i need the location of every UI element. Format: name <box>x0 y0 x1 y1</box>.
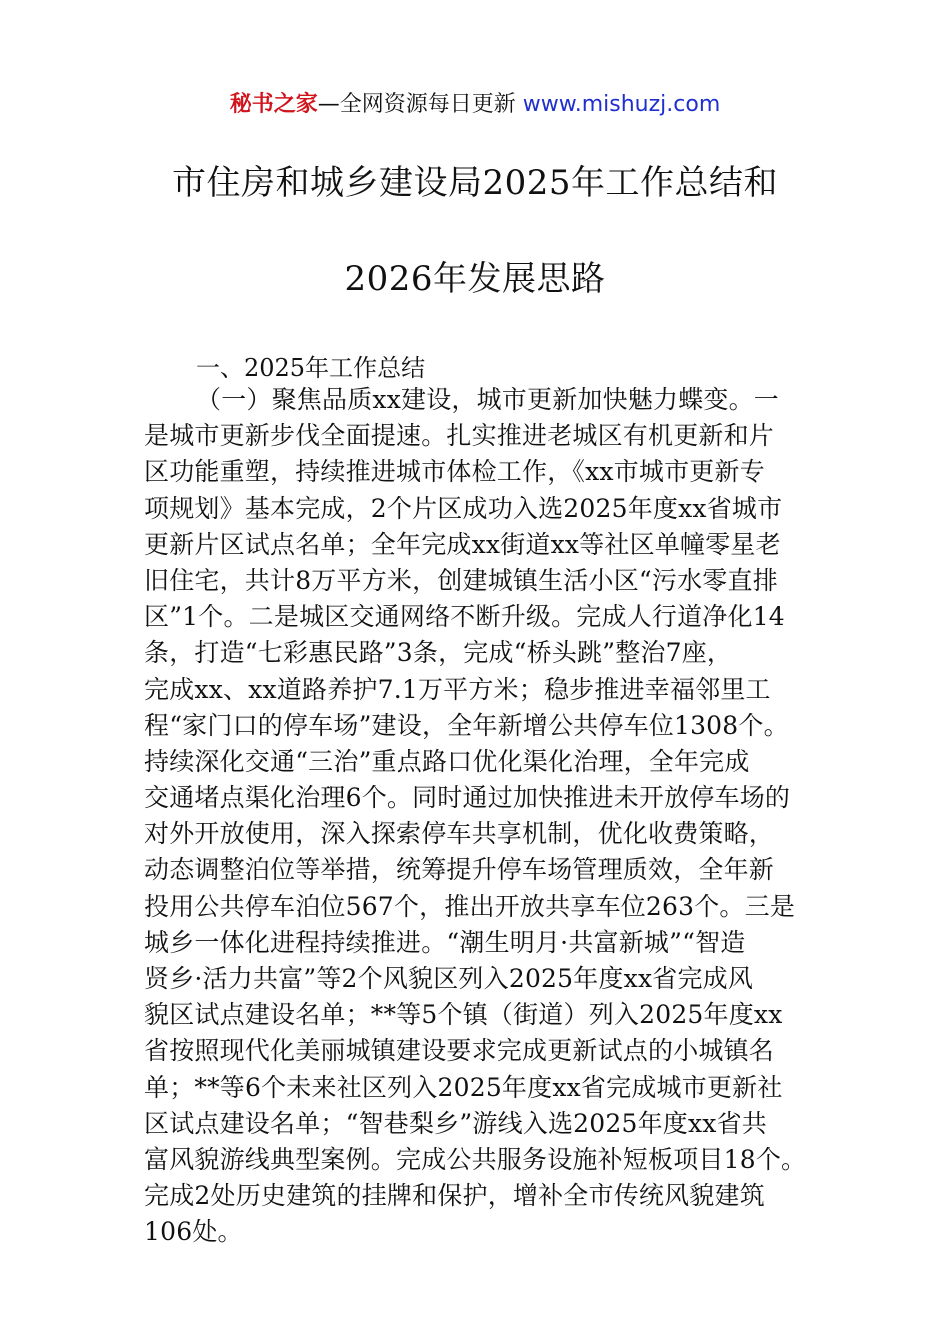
body-line: 单；**等6个未来社区列入2025年度xx省完成城市更新社 <box>144 1072 783 1102</box>
body-line: 区”1个。二是城区交通网络不断升级。完成人行道净化14 <box>144 602 785 632</box>
body-line: 完成2处历史建筑的挂牌和保护，增补全市传统风貌建筑 <box>144 1181 765 1211</box>
body-line: （一）聚焦品质xx建设，城市更新加快魅力蝶变。一 <box>196 385 780 414</box>
body-line: 项规划》基本完成，2个片区成功入选2025年度xx省城市 <box>144 493 783 523</box>
body-line: 城乡一体化进程持续推进。“潮生明月·共富新城”“智造 <box>144 927 746 957</box>
body-line: 对外开放使用，深入探索停车共享机制，优化收费策略， <box>144 819 775 849</box>
body-line: 贤乡·活力共富”等2个风貌区列入2025年度xx省完成风 <box>144 964 754 993</box>
body-line: 动态调整泊位等举措，统筹提升停车场管理质效，全年新 <box>144 855 775 885</box>
body-line: 貌区试点建设名单；**等5个镇（街道）列入2025年度xx <box>144 1000 783 1030</box>
body-line: 富风貌游线典型案例。完成公共服务设施补短板项目18个。 <box>144 1144 807 1174</box>
document-title-line-1: 市住房和城乡建设局2025年工作总结和 <box>171 163 779 203</box>
document-title-line-2: 2026年发展思路 <box>344 259 606 299</box>
body-line: 省按照现代化美丽城镇建设要求完成更新试点的小城镇名 <box>144 1036 775 1066</box>
section-heading: 一、2025年工作总结 <box>196 354 426 382</box>
body-line: 106处。 <box>144 1217 243 1247</box>
body-line: 旧住宅，共计8万平方米，创建城镇生活小区“污水零直排 <box>144 565 778 595</box>
site-url-link[interactable]: www.mishuzj.com <box>522 92 721 117</box>
body-line: 是城市更新步伐全面提速。扎实推进老城区有机更新和片 <box>144 421 775 451</box>
body-line: 完成xx、xx道路养护7.1万平方米；稳步推进幸福邻里工 <box>144 674 771 704</box>
body-line: 程“家门口的停车场”建设，全年新增公共停车位1308个。 <box>144 710 789 740</box>
body-line: 区功能重塑，持续推进城市体检工作，《xx市城市更新专 <box>144 457 765 487</box>
header-slogan: —全网资源每日更新 <box>317 92 516 117</box>
site-header <box>0 88 950 122</box>
body-line: 交通堵点渠化治理6个。同时通过加快推进未开放停车场的 <box>144 783 791 813</box>
body-line: 投用公共停车泊位567个，推出开放共享车位263个。三是 <box>144 891 796 921</box>
body-line: 区试点建设名单；“智巷梨乡”游线入选2025年度xx省共 <box>144 1108 767 1138</box>
brand-name: 秘书之家 <box>229 92 318 117</box>
body-text <box>144 382 824 1251</box>
body-line: 条，打造“七彩惠民路”3条，完成“桥头跳”整治7座， <box>144 638 733 668</box>
body-line: 持续深化交通“三治”重点路口优化渠化治理，全年完成 <box>144 746 750 776</box>
body-line: 更新片区试点名单；全年完成xx街道xx等社区单幢零星老 <box>144 529 781 559</box>
